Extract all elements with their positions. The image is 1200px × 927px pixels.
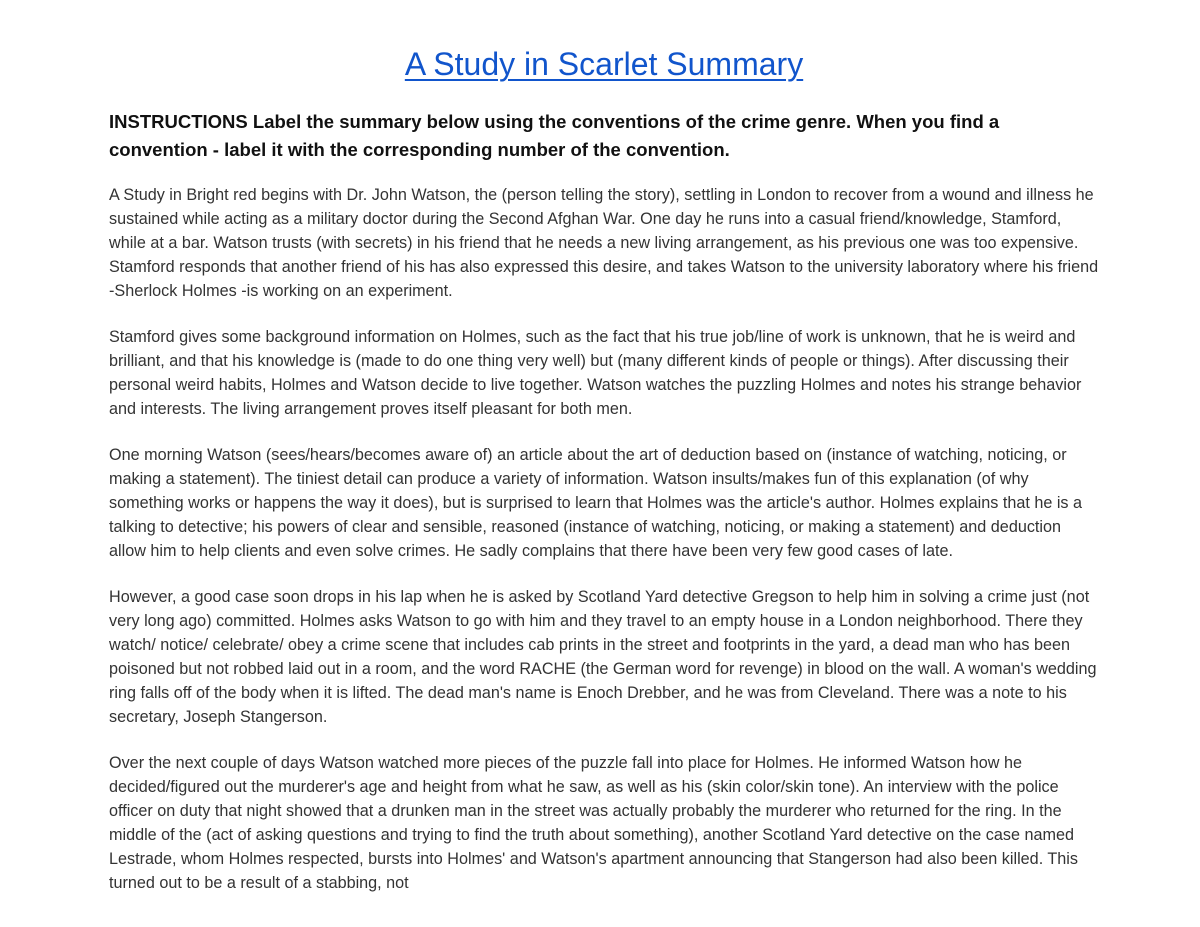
title-link[interactable]: A Study in Scarlet Summary	[404, 46, 804, 82]
summary-paragraph-2: Stamford gives some background information on Holmes, such as the fact that his true job/line of work is unknown, that he is weird and brilliant, and that his knowledge is (made to do one thing very well) but (many different kinds of people or things). After discussing their personal weird habits, Holmes and Watson decide to live together. Watson watches the puzzling Holmes and notes his strange behavior and interests. The living arrangement proves itself pleasant for both men.	[109, 328, 1082, 418]
instructions-text: Label the summary below using the conventions of the crime genre. When you find a convention - label it with the corresponding number of the convention.	[109, 111, 1000, 160]
document-page	[109, 44, 1099, 917]
summary-paragraph-3: One morning Watson (sees/hears/becomes aware of) an article about the art of deduction based on (instance of watching, noticing, or making a statement). The tiniest detail can produce a variety of information. Watson insults/makes fun of this explanation (of why something works or happens the way it does), but is surprised to learn that Holmes was the article's author. Holmes explains that he is a talking to detective; his powers of clear and sensible, reasoned (instance of watching, noticing, or making a statement) and deduction allow him to help clients and even solve crimes. He sadly complains that there have been very few good cases of late.	[109, 446, 1083, 560]
instructions	[109, 108, 1099, 164]
instructions-label: INSTRUCTIONS	[109, 111, 248, 132]
document-title	[109, 44, 1099, 84]
summary-paragraph-1: A Study in Bright red begins with Dr. John Watson, the (person telling the story), settling in London to recover from a wound and illness he sustained while acting as a military doctor during the Second Afghan War. One day he runs into a casual friend/knowledge, Stamford, while at a bar. Watson trusts (with secrets) in his friend that he needs a new living arrangement, as his previous one was too expensive. Stamford responds that another friend of his has also expressed this desire, and takes Watson to the university laboratory where his friend -Sherlock Holmes -is working on an experiment.	[109, 186, 1099, 300]
summary-paragraph-4: However, a good case soon drops in his lap when he is asked by Scotland Yard detective Gregson to help him in solving a crime just (not very long ago) committed. Holmes asks Watson to go with him and they travel to an empty house in a London neighborhood. There they watch/ notice/ celebrate/ obey a crime scene that includes cab prints in the street and footprints in the yard, a dead man who has been poisoned but not robbed laid out in a room, and the word RACHE (the German word for revenge) in blood on the wall. A woman's wedding ring falls off of the body when it is lifted. The dead man's name is Enoch Drebber, and he was from Cleveland. There was a note to his secretary, Joseph Stangerson.	[109, 588, 1097, 726]
summary-paragraph-5: Over the next couple of days Watson watched more pieces of the puzzle fall into place for Holmes. He informed Watson how he decided/figured out the murderer's age and height from what he saw, as well as his (skin color/skin tone). An interview with the police officer on duty that night showed that a drunken man in the street was actually probably the murderer who returned for the ring. In the middle of the (act of asking questions and trying to find the truth about something), another Scotland Yard detective on the case named Lestrade, whom Holmes respected, bursts into Holmes' and Watson's apartment announcing that Stangerson had also been killed. This turned out to be a result of a stabbing, not	[109, 754, 1078, 892]
